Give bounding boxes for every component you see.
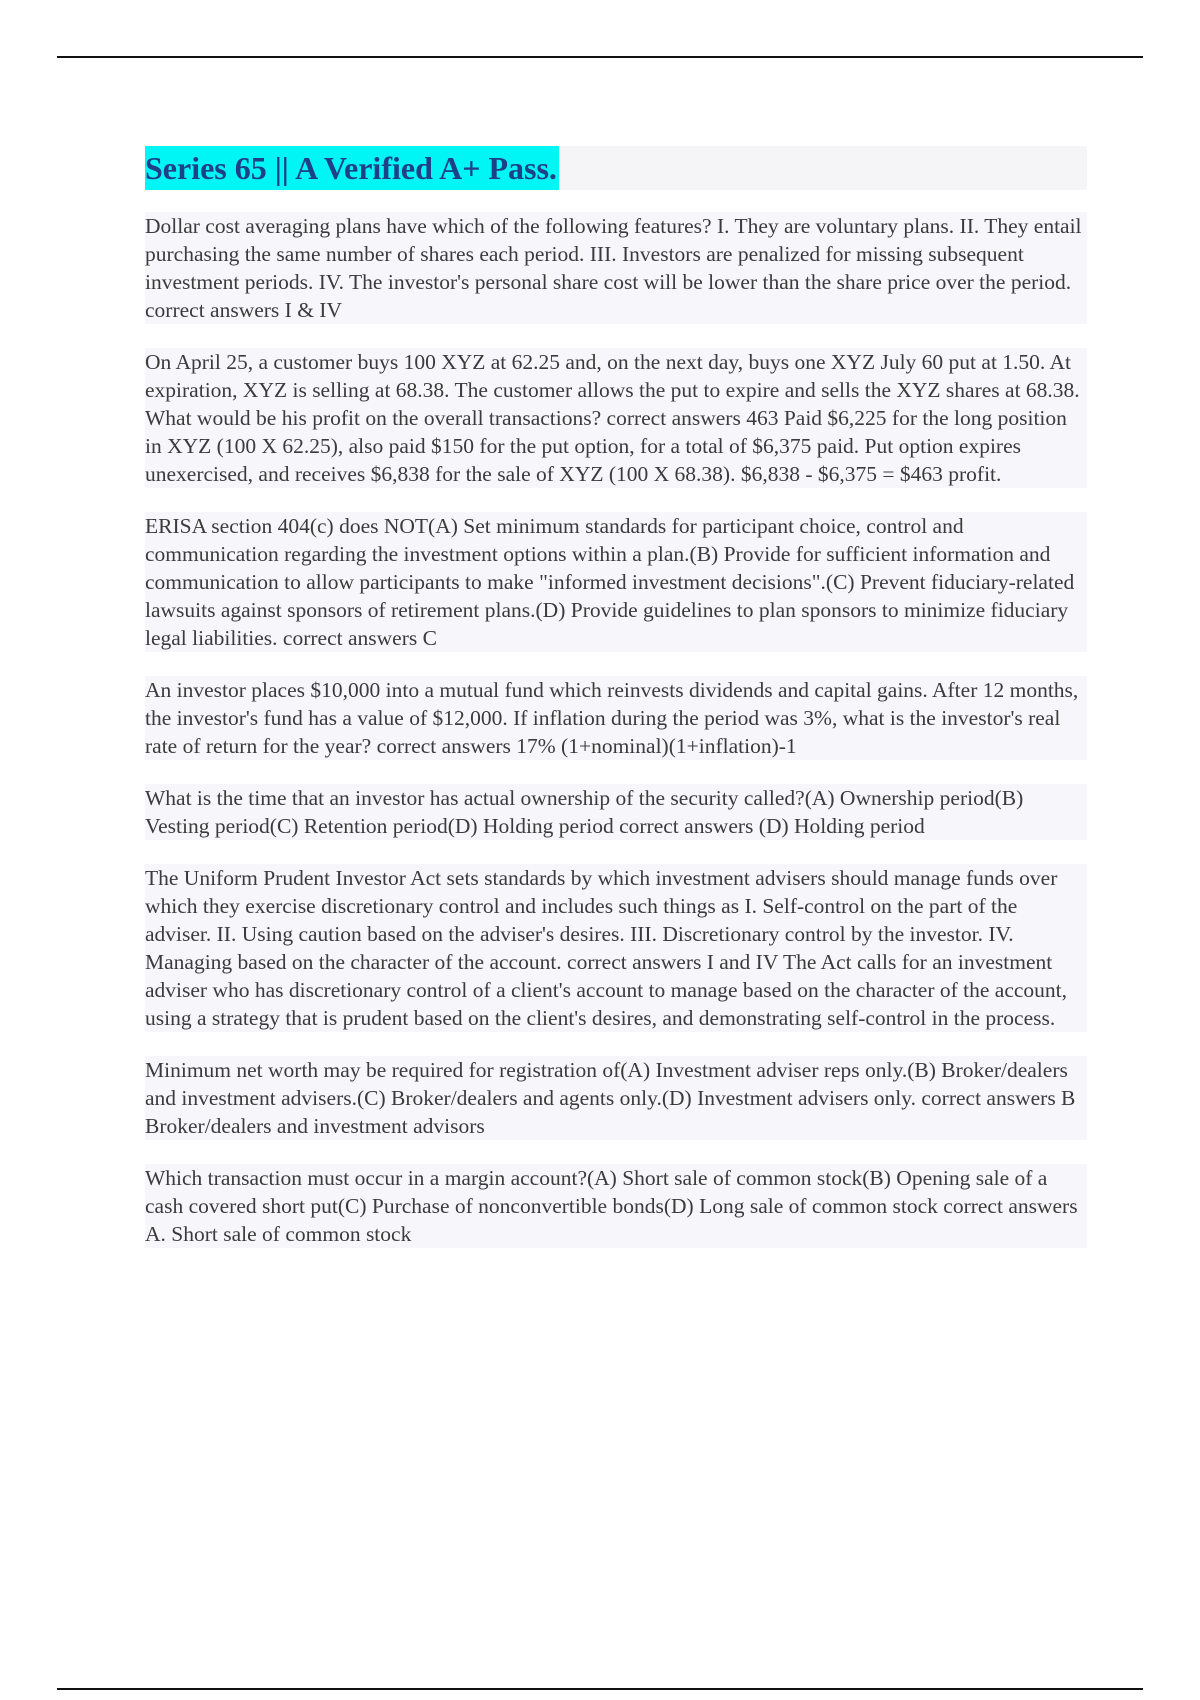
footer-rule: [57, 1688, 1143, 1690]
question-item-6: The Uniform Prudent Investor Act sets standards by which investment advisers should manage funds over which they exercise discretionary control and includes such things as I. Self-control on the part of the adviser. II. Using caution based on the adviser's desires. III. Discretionary control by the investor. IV. Managing based on the character of the account. correct answers I and IV The Act calls for an investment adviser who has discretionary control of a client's account to manage based on the character of the account, using a strategy that is prudent based on the client's desires, and demonstrating self-control in the process.: [145, 864, 1087, 1032]
question-item-4: An investor places $10,000 into a mutual fund which reinvests dividends and capital gains. After 12 months, the investor's fund has a value of $12,000. If inflation during the period was 3%, what is the investor's real rate of return for the year? correct answers 17% (1+nominal)(1+inflation)-1: [145, 676, 1087, 760]
question-item-1: Dollar cost averaging plans have which of the following features? I. They are voluntary plans. II. They entail purchasing the same number of shares each period. III. Investors are penalized for missing subsequent investment periods. IV. The investor's personal share cost will be lower than the share price over the period. correct answers I & IV: [145, 212, 1087, 324]
question-item-8: Which transaction must occur in a margin account?(A) Short sale of common stock(B) Opening sale of a cash covered short put(C) Purchase of nonconvertible bonds(D) Long sale of common stock correct answers A. Short sale of common stock: [145, 1164, 1087, 1248]
document-body: [145, 146, 1087, 1272]
header-rule: [57, 56, 1143, 58]
question-item-7: Minimum net worth may be required for registration of(A) Investment adviser reps only.(B) Broker/dealers and investment advisers.(C) Broker/dealers and agents only.(D) Investment advisers only. correct answers B Broker/dealers and investment advisors: [145, 1056, 1087, 1140]
document-title: Series 65 || A Verified A+ Pass.: [145, 146, 559, 190]
question-item-3: ERISA section 404(c) does NOT(A) Set minimum standards for participant choice, control and communication regarding the investment options within a plan.(B) Provide for sufficient information and communication to allow participants to make "informed investment decisions".(C) Prevent fiduciary-related lawsuits against sponsors of retirement plans.(D) Provide guidelines to plan sponsors to minimize fiduciary legal liabilities. correct answers C: [145, 512, 1087, 652]
title-bar: [145, 146, 1087, 190]
question-item-2: On April 25, a customer buys 100 XYZ at 62.25 and, on the next day, buys one XYZ July 60 put at 1.50. At expiration, XYZ is selling at 68.38. The customer allows the put to expire and sells the XYZ shares at 68.38. What would be his profit on the overall transactions? correct answers 463 Paid $6,225 for the long position in XYZ (100 X 62.25), also paid $150 for the put option, for a total of $6,375 paid. Put option expires unexercised, and receives $6,838 for the sale of XYZ (100 X 68.38). $6,838 - $6,375 = $463 profit.: [145, 348, 1087, 488]
question-item-5: What is the time that an investor has actual ownership of the security called?(A) Ownership period(B) Vesting period(C) Retention period(D) Holding period correct answers (D) Holding period: [145, 784, 1087, 840]
